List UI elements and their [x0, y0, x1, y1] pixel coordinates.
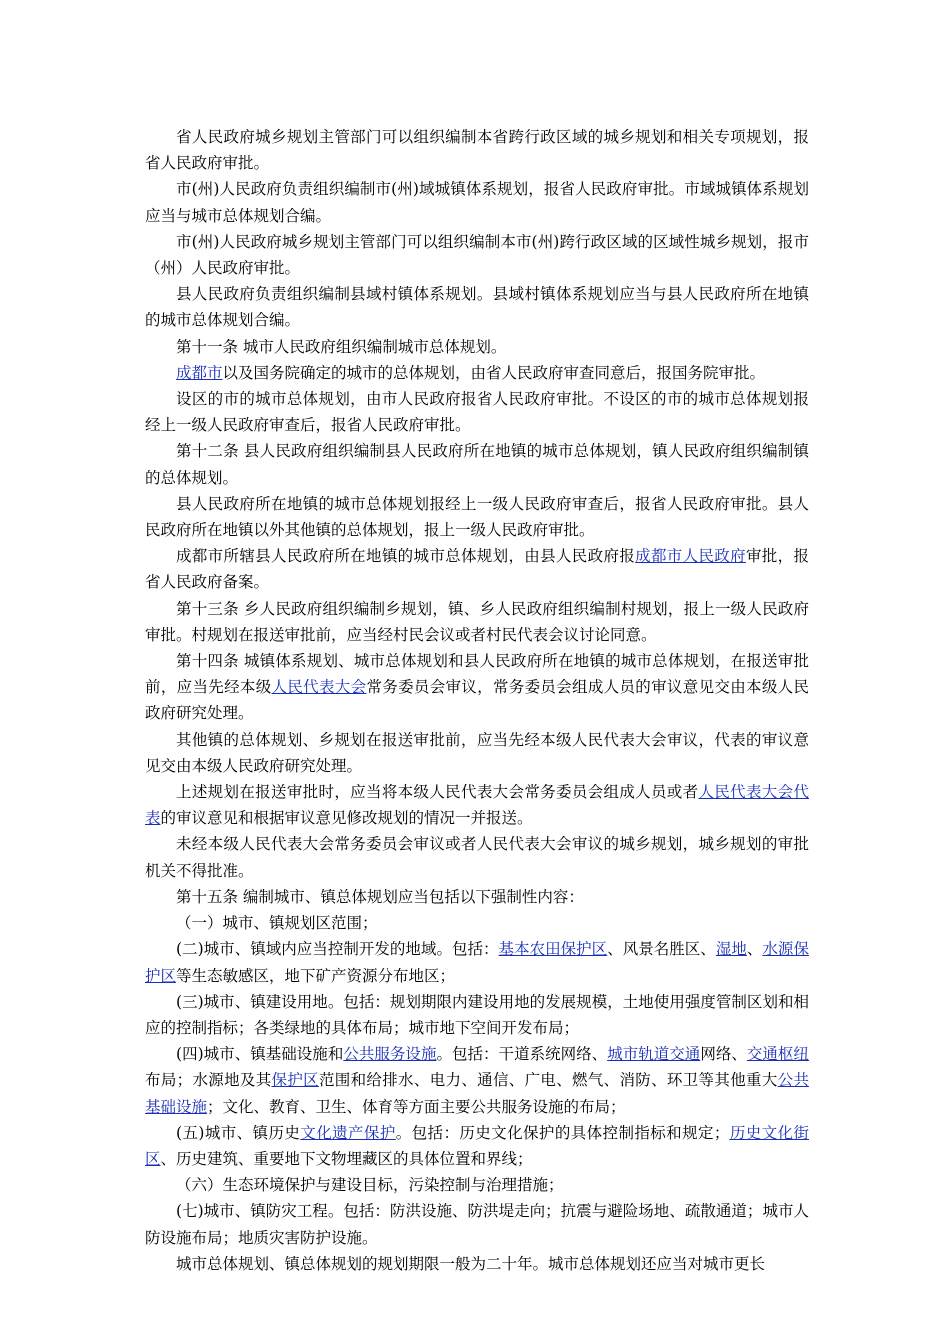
- paragraph: [145, 176, 809, 228]
- text-run: 第十一条 城市人民政府组织编制城市总体规划。: [176, 337, 507, 356]
- text-run: 、历史建筑、重要地下文物埋藏区的具体位置和界线；: [160, 1149, 533, 1168]
- text-run: (五)城市、镇历史: [176, 1123, 301, 1142]
- text-run: 布局；水源地及其: [145, 1071, 272, 1090]
- text-run: 成都市所辖县人民政府所在地镇的城市总体规划，由县人民政府报: [176, 547, 636, 566]
- text-run: (七)城市、镇防灾工程。包括：防洪设施、防洪堤走向；抗震与避险场地、疏散通道；城市人防设施布局；地质灾害防护设施。: [145, 1202, 809, 1247]
- paragraph: [145, 334, 809, 360]
- text-run: 城市总体规划、镇总体规划的规划期限一般为二十年。城市总体规划还应当对城市更长: [176, 1254, 766, 1273]
- paragraph: [145, 491, 809, 543]
- paragraph: [145, 648, 809, 727]
- hyperlink[interactable]: 城市轨道交通: [607, 1045, 701, 1064]
- text-run: 第十三条 乡人民政府组织编制乡规划，镇、乡人民政府组织编制村规划，报上一级人民政府审批。村规划在报送审批前，应当经村民会议或者村民代表会议讨论同意。: [145, 599, 809, 644]
- text-run: 未经本级人民代表大会常务委员会审议或者人民代表大会审议的城乡规划，城乡规划的审批机关不得批准。: [145, 835, 809, 880]
- text-run: 、: [746, 940, 763, 959]
- paragraph: [145, 910, 809, 936]
- paragraph: [145, 1041, 809, 1120]
- hyperlink[interactable]: 公共服务设施: [343, 1045, 437, 1064]
- text-run: （一）城市、镇规划区范围；: [176, 914, 378, 933]
- paragraph: [145, 1251, 809, 1277]
- paragraph: [145, 124, 809, 176]
- text-run: 第十四条 城镇体系规划、城市总体规划和县人民政府所在地镇的城市总体规划，在报送审批前，应当先经本级: [145, 652, 809, 697]
- paragraph: [145, 936, 809, 988]
- paragraph: [145, 779, 809, 831]
- hyperlink[interactable]: 公共基础设施: [145, 1071, 809, 1116]
- text-run: 第十二条 县人民政府组织编制县人民政府所在地镇的城市总体规划，镇人民政府组织编制镇的总体规划。: [145, 442, 809, 487]
- text-run: 其他镇的总体规划、乡规划在报送审批前，应当先经本级人民代表大会审议，代表的审议意见交由本级人民政府研究处理。: [145, 730, 809, 775]
- paragraph: [145, 1172, 809, 1198]
- hyperlink[interactable]: 成都市: [176, 363, 223, 382]
- text-run: (三)城市、镇建设用地。包括：规划期限内建设用地的发展规模，土地使用强度管制区划和相应的控制指标；各类绿地的具体布局；城市地下空间开发布局；: [145, 992, 809, 1037]
- text-run: 省人民政府城乡规划主管部门可以组织编制本省跨行政区域的城乡规划和相关专项规划，报省人民政府审批。: [145, 128, 809, 173]
- text-run: (二)城市、镇域内应当控制开发的地域。包括：: [176, 940, 499, 959]
- text-run: 。包括：历史文化保护的具体控制指标和规定；: [395, 1123, 730, 1142]
- text-run: 以及国务院确定的城市的总体规划，由省人民政府审查同意后，报国务院审批。: [222, 363, 766, 382]
- text-run: ；文化、教育、卫生、体育等方面主要公共服务设施的布局；: [207, 1097, 626, 1116]
- paragraph: [145, 360, 809, 386]
- paragraph: [145, 386, 809, 438]
- paragraph: [145, 727, 809, 779]
- paragraph: [145, 229, 809, 281]
- text-run: 审批，报省人民政府备案。: [145, 547, 809, 592]
- hyperlink[interactable]: 湿地: [715, 940, 747, 959]
- text-run: 等生态敏感区，地下矿产资源分布地区；: [176, 966, 456, 985]
- hyperlink[interactable]: 基本农田保护区: [498, 940, 608, 959]
- text-run: 网络、: [700, 1045, 747, 1064]
- hyperlink[interactable]: 水源保护区: [145, 940, 809, 985]
- paragraph: [145, 438, 809, 490]
- hyperlink[interactable]: 成都市人民政府: [635, 547, 746, 566]
- text-run: 的审议意见和根据审议意见修改规划的情况一并报送。: [160, 809, 533, 828]
- paragraph: [145, 1120, 809, 1172]
- hyperlink[interactable]: 人民代表大会: [271, 678, 367, 697]
- hyperlink[interactable]: 历史文化街区: [145, 1123, 809, 1168]
- paragraph: [145, 884, 809, 910]
- paragraph: [145, 1198, 809, 1250]
- paragraph: [145, 989, 809, 1041]
- text-run: (四)城市、镇基础设施和: [176, 1045, 344, 1064]
- paragraph: [145, 281, 809, 333]
- text-run: 设区的市的城市总体规划，由市人民政府报省人民政府审批。不设区的市的城市总体规划报经上一级人民政府审查后，报省人民政府审批。: [145, 390, 809, 435]
- text-run: 、风景名胜区、: [607, 940, 716, 959]
- hyperlink[interactable]: 人民代表大会代表: [145, 783, 809, 828]
- text-run: 县人民政府所在地镇的城市总体规划报经上一级人民政府审查后，报省人民政府审批。县人民政府所在地镇以外其他镇的总体规划，报上一级人民政府审批。: [145, 494, 809, 540]
- text-run: 范围和给排水、电力、通信、广电、燃气、消防、环卫等其他重大: [318, 1071, 778, 1090]
- document-page: [145, 124, 809, 1277]
- hyperlink[interactable]: 交通枢纽: [746, 1045, 809, 1064]
- text-run: 市(州)人民政府城乡规划主管部门可以组织编制本市(州)跨行政区域的区域性城乡规划，报市（州）人民政府审批。: [145, 232, 809, 278]
- text-run: （六）生态环境保护与建设目标，污染控制与治理措施；: [176, 1176, 564, 1195]
- text-run: 第十五条 编制城市、镇总体规划应当包括以下强制性内容：: [176, 887, 584, 906]
- hyperlink[interactable]: 文化遗产保护: [300, 1123, 396, 1142]
- text-run: 县人民政府负责组织编制县域村镇体系规划。县域村镇体系规划应当与县人民政府所在地镇的城市总体规划合编。: [145, 285, 809, 330]
- text-run: 市(州)人民政府负责组织编制市(州)域城镇体系规划，报省人民政府审批。市域城镇体系规划应当与城市总体规划合编。: [145, 180, 809, 225]
- paragraph: [145, 596, 809, 648]
- paragraph: [145, 543, 809, 595]
- paragraph: [145, 831, 809, 883]
- text-run: 。包括：干道系统网络、: [436, 1045, 608, 1064]
- text-run: 上述规划在报送审批时，应当将本级人民代表大会常务委员会组成人员或者: [176, 783, 699, 802]
- hyperlink[interactable]: 保护区: [271, 1071, 319, 1090]
- text-run: 常务委员会审议，常务委员会组成人员的审议意见交由本级人民政府研究处理。: [145, 678, 809, 723]
